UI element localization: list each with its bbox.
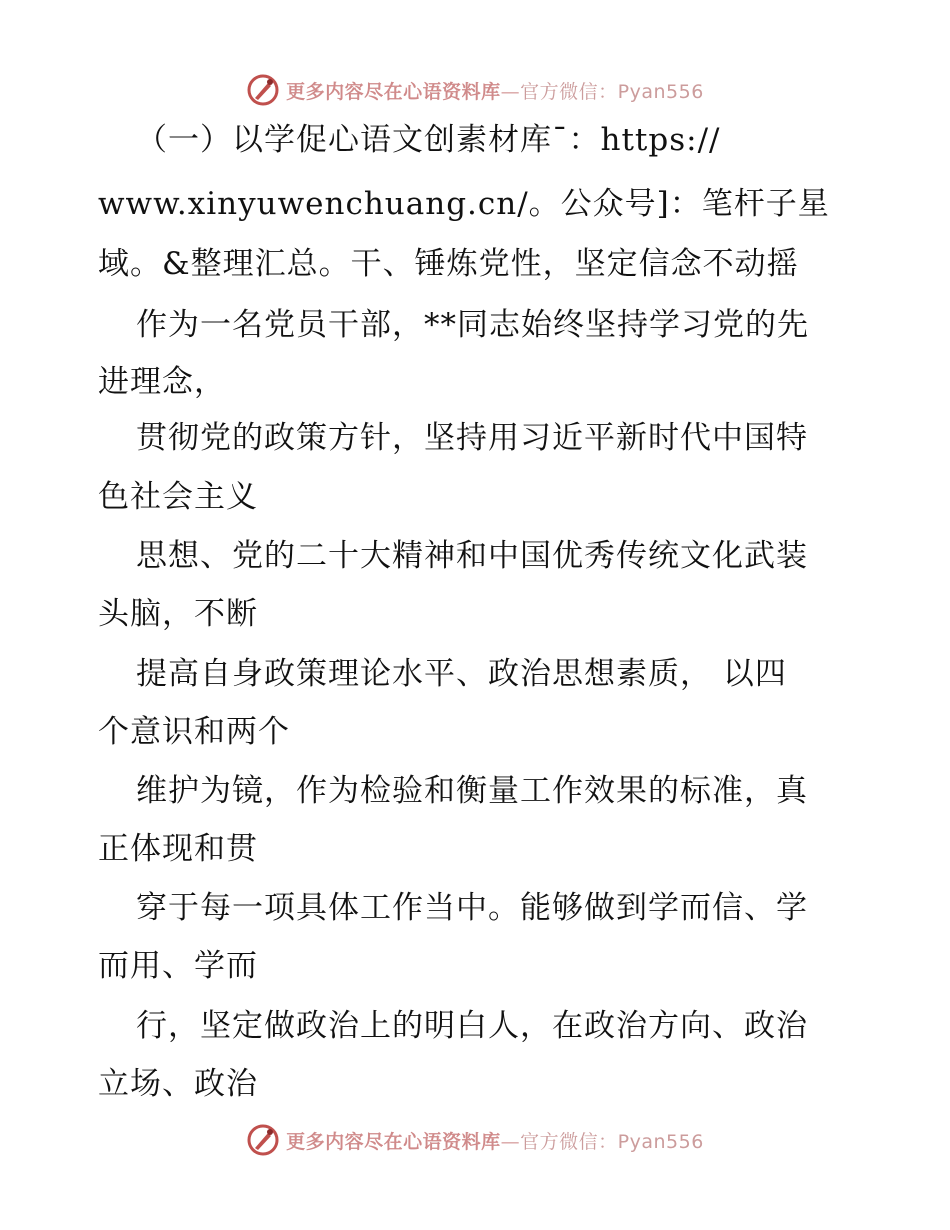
watermark-brand: 更多内容尽在心语资料库 bbox=[286, 1130, 501, 1153]
text-line: （一）以学促心语文创素材库¯：https:// bbox=[136, 122, 721, 158]
watermark-contact: 官方微信：Pyan556 bbox=[520, 80, 704, 103]
text-line: 进理念， bbox=[98, 364, 226, 400]
text-line: 作为一名党员干部，**同志始终坚持学习党的先 bbox=[136, 307, 809, 343]
text-line: 色社会主义 bbox=[98, 479, 258, 515]
text-line: 思想、党的二十大精神和中国优秀传统文化武装 bbox=[136, 538, 808, 574]
text-line: 提高自身政策理论水平、政治思想素质， 以四 bbox=[136, 656, 787, 692]
watermark-brand: 更多内容尽在心语资料库 bbox=[286, 80, 501, 103]
text-line: 维护为镜，作为检验和衡量工作效果的标准，真 bbox=[136, 773, 808, 809]
watermark-contact: 官方微信：Pyan556 bbox=[520, 1130, 704, 1153]
text-line: 域。&整理汇总。干、锤炼党性，坚定信念不动摇 bbox=[98, 246, 799, 282]
text-line: 贯彻党的政策方针，坚持用习近平新时代中国特 bbox=[136, 420, 808, 456]
text-line: 行，坚定做政治上的明白人，在政治方向、政治 bbox=[136, 1008, 808, 1044]
text-line: 头脑，不断 bbox=[98, 596, 258, 632]
watermark-separator: — bbox=[500, 80, 521, 103]
text-line: www.xinyuwenchuang.cn/。公众号]：笔杆子星 bbox=[98, 186, 830, 222]
pen-logo-icon bbox=[246, 73, 280, 107]
text-line: 而用、学而 bbox=[98, 948, 258, 984]
header-watermark bbox=[0, 70, 950, 110]
footer-watermark bbox=[0, 1120, 950, 1160]
text-line: 个意识和两个 bbox=[98, 714, 290, 750]
text-line: 正体现和贯 bbox=[98, 831, 258, 867]
pen-logo-icon bbox=[246, 1123, 280, 1157]
text-line: 立场、政治 bbox=[98, 1066, 258, 1102]
watermark-text bbox=[286, 1127, 704, 1154]
watermark-separator: — bbox=[500, 1130, 521, 1153]
watermark-text bbox=[286, 77, 704, 104]
text-line: 穿于每一项具体工作当中。能够做到学而信、学 bbox=[136, 890, 808, 926]
